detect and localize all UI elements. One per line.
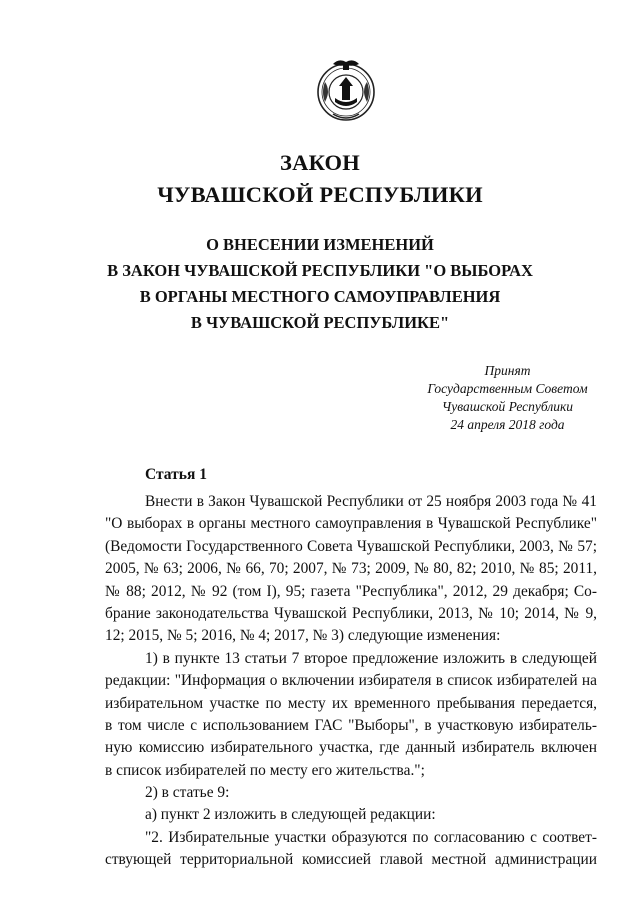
- body-line: "2. Избирательные участки образуются по согласованию с соответ-: [145, 828, 597, 846]
- body-line: (Ведомости Государственного Совета Чувашской Республики, 2003, № 57;: [105, 537, 597, 555]
- body-line: 2005, № 63; 2006, № 66, 70; 2007, № 73; 2009, № 80, 82; 2010, № 85; 2011,: [105, 560, 597, 578]
- body-line: 2) в статье 9:: [145, 784, 230, 802]
- adoption-note: [400, 362, 615, 434]
- subtitle-line: В ЗАКОН ЧУВАШСКОЙ РЕСПУБЛИКИ "О ВЫБОРАХ: [107, 261, 533, 280]
- body-line: 1) в пункте 13 статьи 7 второе предложение изложить в следующей: [145, 649, 597, 667]
- body-line: "О выборах в органы местного самоуправления в Чувашской Республике": [105, 515, 597, 533]
- body-line: избирательном участке по месту их временного пребывания передается,: [105, 694, 597, 712]
- adoption-line: Чувашской Республики: [441, 399, 574, 414]
- law-title: ЗАКОН: [280, 150, 360, 175]
- adoption-line: Государственным Советом: [427, 381, 588, 396]
- body-line: 12; 2015, № 5; 2016, № 4; 2017, № 3) следующие изменения:: [105, 627, 501, 645]
- body-line: ствующей территориальной комиссией главой местной администрации: [105, 851, 597, 869]
- body-line: редакции: "Информация о включении избирателя в список избирателей на: [105, 672, 597, 690]
- republic-title: ЧУВАШСКОЙ РЕСПУБЛИКИ: [157, 182, 483, 207]
- body-line: брание законодательства Чувашской Республики, 2013, № 10; 2014, № 9,: [105, 604, 597, 622]
- article-heading: Статья 1: [145, 466, 207, 483]
- adoption-line: Принят: [484, 363, 531, 378]
- adoption-date: 24 апреля 2018 года: [450, 417, 565, 432]
- body-line: а) пункт 2 изложить в следующей редакции:: [145, 806, 436, 824]
- body-line: в том числе с использованием ГАС "Выборы", в участковую избиратель-: [105, 716, 597, 734]
- subtitle-line: О ВНЕСЕНИИ ИЗМЕНЕНИЙ: [206, 235, 434, 254]
- body-line: ную комиссию избирательного участка, где данный избиратель включен: [105, 739, 597, 757]
- body-line: в список избирателей по месту его жительства.";: [105, 761, 425, 779]
- chuvash-republic-emblem: [313, 56, 379, 122]
- subtitle-line: В ОРГАНЫ МЕСТНОГО САМОУПРАВЛЕНИЯ: [139, 287, 501, 306]
- body-line: Внести в Закон Чувашской Республики от 25 ноября 2003 года № 41: [145, 493, 597, 510]
- article-body: [105, 491, 597, 872]
- body-line: № 88; 2012, № 92 (том I), 95; газета "Республика", 2012, 29 декабря; Со-: [105, 582, 597, 600]
- subtitle-line: В ЧУВАШСКОЙ РЕСПУБЛИКЕ": [190, 313, 450, 332]
